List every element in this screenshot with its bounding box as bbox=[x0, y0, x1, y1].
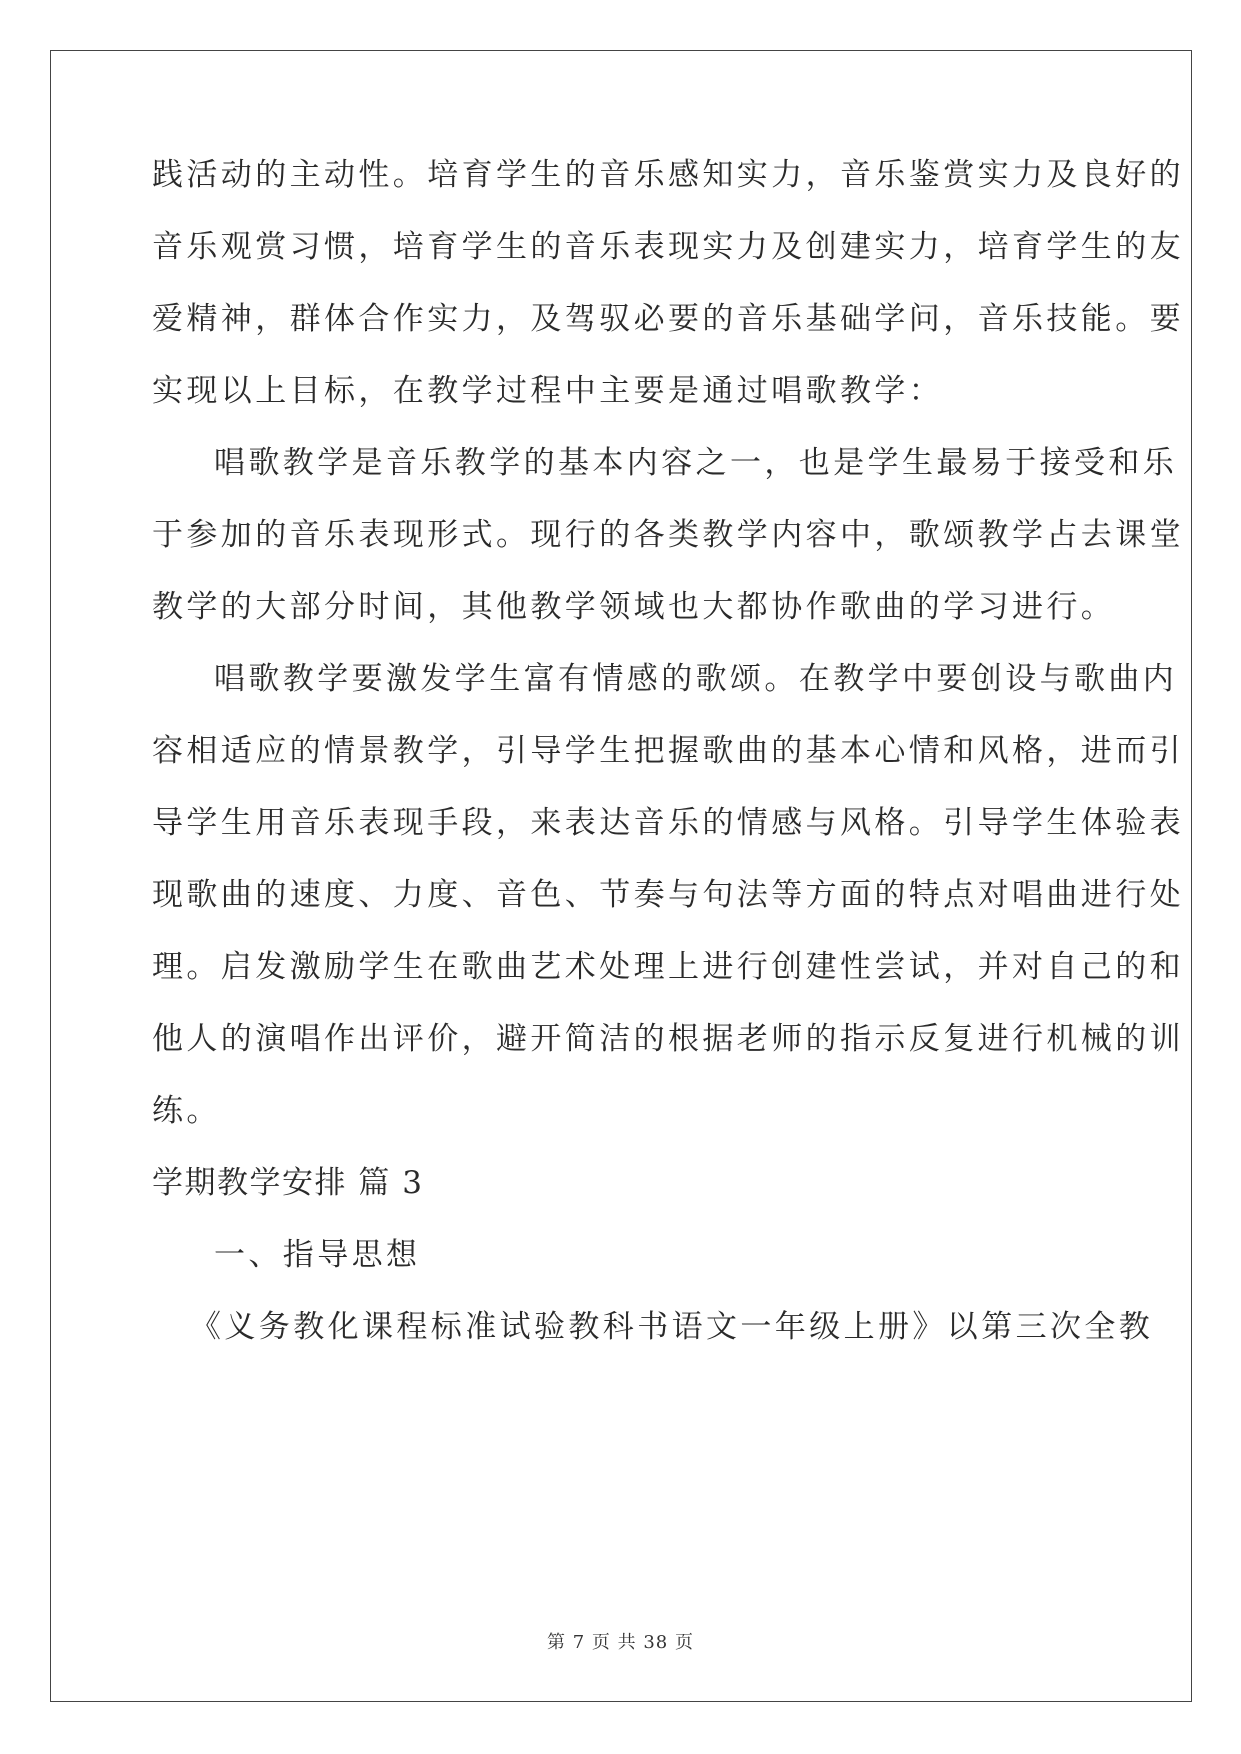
body-line: 现歌曲的速度、力度、音色、节奏与句法等方面的特点对唱曲进行处 bbox=[152, 877, 1184, 913]
body-line: 爱精神，群体合作实力，及驾驭必要的音乐基础学问，音乐技能。要 bbox=[152, 301, 1184, 337]
paragraph-start-line: 《义务教化课程标准试验教科书语文一年级上册》以第三次全教 bbox=[190, 1309, 1154, 1345]
body-line: 他人的演唱作出评价，避开简洁的根据老师的指示反复进行机械的训 bbox=[152, 1021, 1184, 1057]
body-line: 导学生用音乐表现手段，来表达音乐的情感与风格。引导学生体验表 bbox=[152, 805, 1184, 841]
body-line: 理。启发激励学生在歌曲艺术处理上进行创建性尝试，并对自己的和 bbox=[152, 949, 1184, 985]
paragraph-start-line: 唱歌教学是音乐教学的基本内容之一，也是学生最易于接受和乐 bbox=[214, 445, 1178, 481]
body-line: 实现以上目标，在教学过程中主要是通过唱歌教学： bbox=[152, 373, 944, 409]
body-line: 练。 bbox=[152, 1093, 221, 1129]
body-line: 于参加的音乐表现形式。现行的各类教学内容中，歌颂教学占去课堂 bbox=[152, 517, 1184, 553]
body-line: 音乐观赏习惯，培育学生的音乐表现实力及创建实力，培育学生的友 bbox=[152, 229, 1184, 265]
body-line: 教学的大部分时间，其他教学领域也大都协作歌曲的学习进行。 bbox=[152, 589, 1116, 625]
body-line: 践活动的主动性。培育学生的音乐感知实力，音乐鉴赏实力及良好的 bbox=[152, 157, 1184, 193]
section-heading: 学期教学安排 篇 3 bbox=[152, 1165, 424, 1201]
body-line: 容相适应的情景教学，引导学生把握歌曲的基本心情和风格，进而引 bbox=[152, 733, 1184, 769]
subsection-heading: 一、指导思想 bbox=[214, 1237, 421, 1273]
paragraph-start-line: 唱歌教学要激发学生富有情感的歌颂。在教学中要创设与歌曲内 bbox=[214, 661, 1178, 697]
page-footer: 第 7 页 共 38 页 bbox=[547, 1632, 694, 1653]
